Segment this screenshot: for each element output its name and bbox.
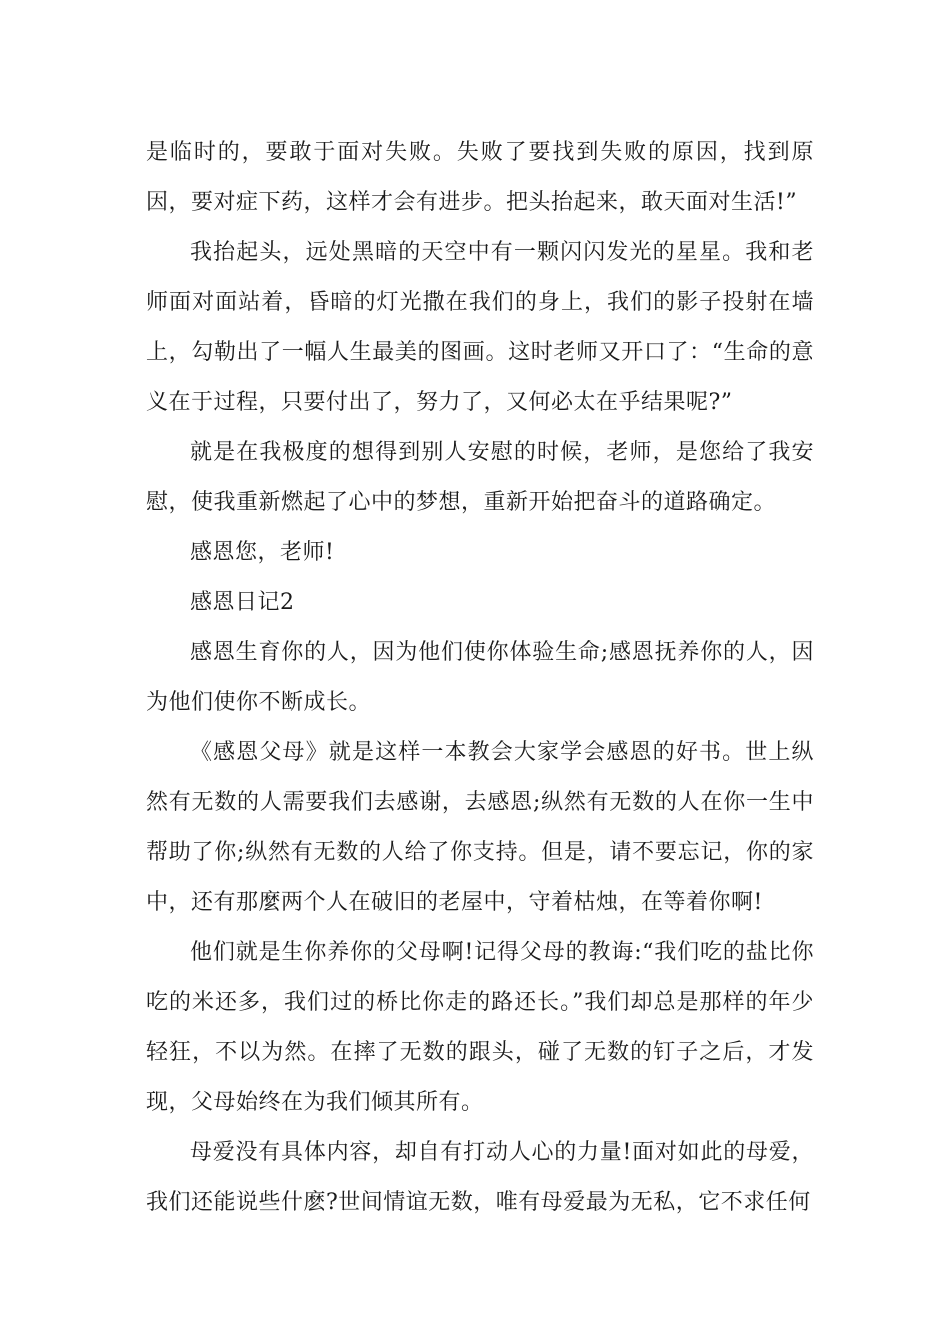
- paragraph: 他们就是生你养你的父母啊!记得父母的教诲:“我们吃的盐比你吃的米还多，我们过的桥比你走的路还长。”我们却总是那样的年少轻狂，不以为然。在摔了无数的跟头，碰了无数的钉子之后，才发现，父母始终在为我们倾其所有。: [146, 940, 814, 1115]
- paragraph: 《感恩父母》就是这样一本教会大家学会感恩的好书。世上纵然有无数的人需要我们去感谢，去感恩;纵然有无数的人在你一生中帮助了你;纵然有无数的人给了你支持。但是，请不要忘记，你的家中，还有那麼两个人在破旧的老屋中，守着枯烛，在等着你啊!: [146, 740, 814, 915]
- paragraph: 感恩生育你的人，因为他们使你体验生命;感恩抚养你的人，因为他们使你不断成长。: [146, 640, 814, 715]
- paragraph: 母爱没有具体内容，却自有打动人心的力量!面对如此的母爱，我们还能说些什麽?世间情谊无数，唯有母爱最为无私，它不求任何: [146, 1140, 814, 1215]
- section-heading: 感恩日记2: [190, 590, 295, 615]
- document-page: [146, 128, 814, 1228]
- paragraph: 就是在我极度的想得到别人安慰的时候，老师，是您给了我安慰，使我重新燃起了心中的梦想，重新开始把奋斗的道路确定。: [146, 440, 814, 515]
- paragraph: 感恩您，老师!: [190, 540, 335, 565]
- paragraph-continued: 是临时的，要敢于面对失败。失败了要找到失败的原因，找到原因，要对症下药，这样才会有进步。把头抬起来，敢天面对生活!”: [146, 140, 814, 215]
- paragraph: 我抬起头，远处黑暗的天空中有一颗闪闪发光的星星。我和老师面对面站着，昏暗的灯光撒在我们的身上，我们的影子投射在墙上，勾勒出了一幅人生最美的图画。这时老师又开口了：“生命的意义在于过程，只要付出了，努力了，又何必太在乎结果呢?”: [146, 240, 814, 415]
